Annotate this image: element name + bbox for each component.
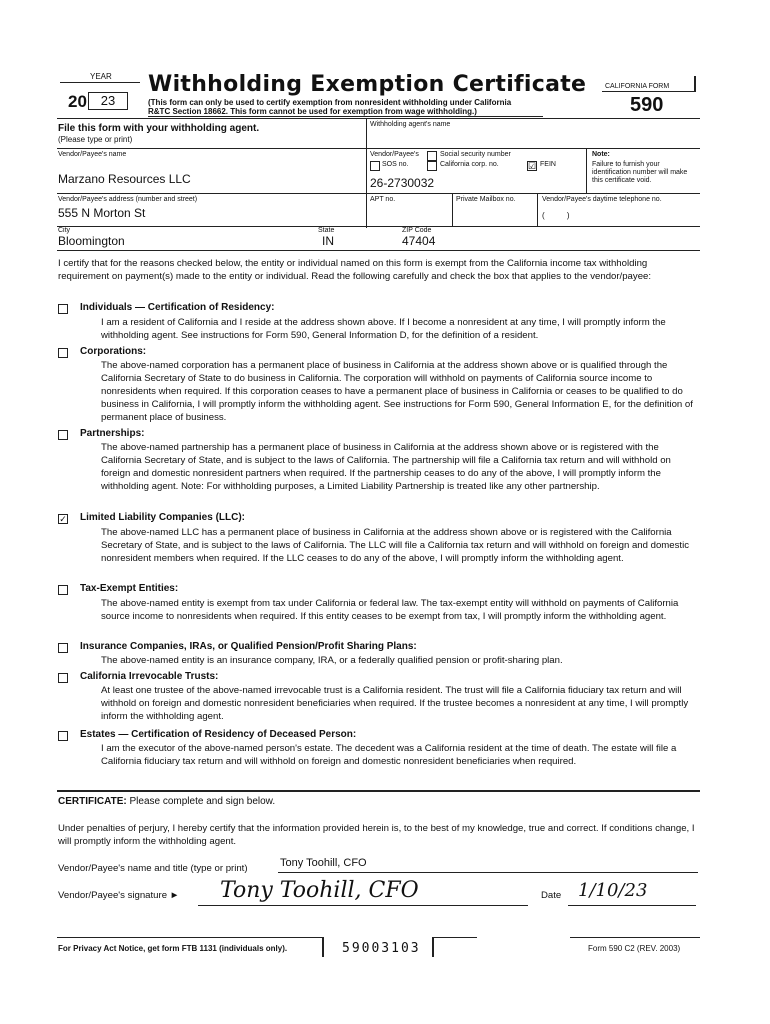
pmb-divider <box>452 193 453 226</box>
corporations-body: The above-named corporation has a permanent place of business in California at the address shown above or is qualified through the California Secretary of State to do business in California. The corporation will withhold on payments of California source income to nonresidents when required. If this corporation ceases to have a permanent place of business in California or ceases to be qualified to do business in California, I will promptly inform the withholding agent. See instructions for Form 590, General Information E, for the definition of permanent place of business. <box>101 360 693 423</box>
ssn-label: Social security number <box>440 151 511 158</box>
vendor-id-divider <box>366 148 367 228</box>
llc-title: Limited Liability Companies (LLC): <box>80 512 246 523</box>
phone-divider <box>537 193 538 226</box>
footer-rule-right <box>570 937 700 938</box>
trusts-title: California Irrevocable Trusts: <box>80 671 219 682</box>
individuals-body: I am a resident of California and I reside at the address shown above. If I become a nonresident at any time, I will promptly inform the withholding agent. See instructions for Form 590, General Information D, for the definition of a resident. <box>101 317 666 341</box>
insurance-checkbox[interactable] <box>58 643 68 653</box>
notice-underline <box>148 116 543 117</box>
filing-instruction: File this form with your withholding agent. <box>58 123 260 134</box>
filing-top-rule <box>57 118 700 119</box>
fein-checkbox[interactable]: ☑ <box>528 161 537 171</box>
year-suffix-box <box>88 92 128 110</box>
insurance-title: Insurance Companies, IRAs, or Qualified Pension/Profit Sharing Plans: <box>80 641 417 652</box>
signature-line <box>198 905 528 906</box>
city-bottom-rule <box>57 250 700 251</box>
form-revision: Form 590 C2 (REV. 2003) <box>588 944 681 953</box>
date-line <box>568 905 696 906</box>
trusts-checkbox[interactable] <box>58 673 68 683</box>
footer-rule-mid <box>432 937 477 938</box>
date-label: Date <box>541 890 562 901</box>
apt-label: APT no. <box>370 196 396 203</box>
state-value[interactable]: IN <box>322 234 334 248</box>
ca-form-label: CALIFORNIA FORM <box>605 83 670 90</box>
city-top-rule <box>57 226 700 227</box>
certificate-heading-label: CERTIFICATE: <box>58 796 127 807</box>
address-label: Vendor/Payee's address (number and street) <box>58 196 198 203</box>
certify-intro: I certify that for the reasons checked below, the entity or individual named on this form is exempt from the California income tax withholding requirement on payment(s) made to the entity or individual. Read the following carefully and check the box that applies to the vendor/payee: <box>58 258 652 282</box>
corporations-title: Corporations: <box>80 346 147 357</box>
form-code: 59003103 <box>342 941 421 956</box>
ca-form-rule <box>602 91 694 92</box>
tax-exempt-checkbox[interactable] <box>58 585 68 595</box>
corporations-checkbox[interactable] <box>58 348 68 358</box>
signer-name-line <box>278 872 698 873</box>
fein-label: FEIN <box>540 161 556 168</box>
ca-form-bracket <box>694 76 696 92</box>
agent-name-label: Withholding agent's name <box>370 121 451 128</box>
form-number: 590 <box>630 94 664 116</box>
insurance-body: The above-named entity is an insurance company, IRA, or a federally qualified pension or profit-sharing plan. <box>101 655 563 666</box>
pmb-label: Private Mailbox no. <box>456 196 516 203</box>
footer-bar-left <box>322 937 324 957</box>
individuals-title: Individuals — Certification of Residency: <box>80 302 275 313</box>
state-label: State <box>318 227 335 234</box>
estates-title: Estates — Certification of Residency of Deceased Person: <box>80 729 357 740</box>
zip-label: ZIP Code <box>402 227 432 234</box>
partnerships-title: Partnerships: <box>80 428 145 439</box>
year-prefix: 20 <box>68 92 87 111</box>
perjury-statement: Under penalties of perjury, I hereby certify that the information provided herein is, to the best of my knowledge, true and correct. If conditions change, I will promptly inform the withholding agent. <box>58 823 695 847</box>
certificate-rule <box>57 790 700 792</box>
vendor-top-rule <box>57 148 700 149</box>
date-value[interactable]: 1/10/23 <box>578 880 648 901</box>
sos-checkbox[interactable] <box>370 161 380 171</box>
vendor-id-value[interactable]: 26-2730032 <box>370 176 435 190</box>
year-suffix: 23 <box>100 93 116 108</box>
footer-bar-right <box>432 937 434 957</box>
sos-label: SOS no. <box>382 161 409 168</box>
phone-label: Vendor/Payee's daytime telephone no. <box>542 196 662 203</box>
vendor-name-label: Vendor/Payee's name <box>58 151 127 158</box>
address-value[interactable]: 555 N Morton St <box>58 206 146 220</box>
corp-checkbox[interactable] <box>427 161 437 171</box>
signature-label: Vendor/Payee's signature ► <box>58 890 180 901</box>
signer-name-value[interactable]: Tony Toohill, CFO <box>280 857 367 869</box>
phone-value[interactable]: ( ) <box>542 211 570 220</box>
footer-rule-left <box>57 937 322 938</box>
form-title: Withholding Exemption Certificate <box>148 72 587 97</box>
agent-name-divider <box>366 118 367 148</box>
trusts-body: At least one trustee of the above-named irrevocable trust is a California resident. The trust will file a California fiduciary tax return and will withhold on foreign and domestic nonresident beneficiaries when required. If the trustee becomes a nonresident at any time, I will promptly inform the withholding agent. <box>101 685 689 722</box>
individuals-checkbox[interactable] <box>58 304 68 314</box>
address-top-rule <box>57 193 700 194</box>
corp-label: California corp. no. <box>440 161 499 168</box>
year-label: YEAR <box>90 72 112 81</box>
form-notice-line1: (This form can only be used to certify exemption from nonresident withholding under California <box>148 98 512 107</box>
note-text: Failure to furnish your identification number will make this certificate void. <box>592 161 688 184</box>
note-divider <box>586 148 587 193</box>
vendor-name-value[interactable]: Marzano Resources LLC <box>58 172 191 186</box>
tax-exempt-title: Tax-Exempt Entities: <box>80 583 179 594</box>
estates-checkbox[interactable] <box>58 731 68 741</box>
privacy-notice: For Privacy Act Notice, get form FTB 1131 (individuals only). <box>58 944 288 953</box>
tax-exempt-body: The above-named entity is exempt from tax under California or federal law. The tax-exempt entity will withhold on payments of California source income to nonresidents when required. If this entity ceases to be exempt from tax, I will promptly inform the withholding agent. <box>101 598 679 622</box>
partnerships-checkbox[interactable] <box>58 430 68 440</box>
city-value[interactable]: Bloomington <box>58 234 125 248</box>
filing-print-note: (Please type or print) <box>58 135 133 144</box>
note-label: Note: <box>592 151 610 158</box>
zip-value[interactable]: 47404 <box>402 234 436 248</box>
signer-name-label: Vendor/Payee's name and title (type or print) <box>58 863 248 874</box>
estates-body: I am the executor of the above-named person's estate. The decedent was a California resident at the time of death. The estate will file a California fiduciary tax return and will withhold on foreign and domestic nonresident beneficiaries when required. <box>101 743 677 767</box>
vendor-id-label: Vendor/Payee's <box>370 151 419 158</box>
signature-value[interactable]: Tony Toohill, CFO <box>220 878 419 903</box>
llc-body: The above-named LLC has a permanent place of business in California at the address shown above or is registered with the California Secretary of State, and is subject to the laws of California. The LLC will file a California tax return and will withhold on foreign and domestic nonresident members when required. If the LLC ceases to do any of the above, I will promptly inform the withholding agent. <box>101 527 690 564</box>
city-label: City <box>58 227 71 234</box>
ssn-checkbox[interactable] <box>427 151 437 161</box>
llc-checkbox[interactable]: ✓ <box>59 514 67 524</box>
year-label-rule <box>60 82 140 83</box>
partnerships-body: The above-named partnership has a permanent place of business in California at the address shown above or is registered with the California Secretary of State, and is subject to the laws of California. The partnership will file a California tax return and will withhold on foreign and domestic nonresident partners when required. If the partnership ceases to do any of the above, I will promptly inform the withholding agent. Note: For withholding purposes, a Limited Liability Partnership is treated like any other partnership. <box>101 442 671 492</box>
certificate-heading-text: Please complete and sign below. <box>129 796 276 807</box>
form-notice-line2: R&TC Section 18662. This form cannot be used for exemption from wage withholding.) <box>148 107 477 116</box>
certificate-heading <box>58 796 275 807</box>
